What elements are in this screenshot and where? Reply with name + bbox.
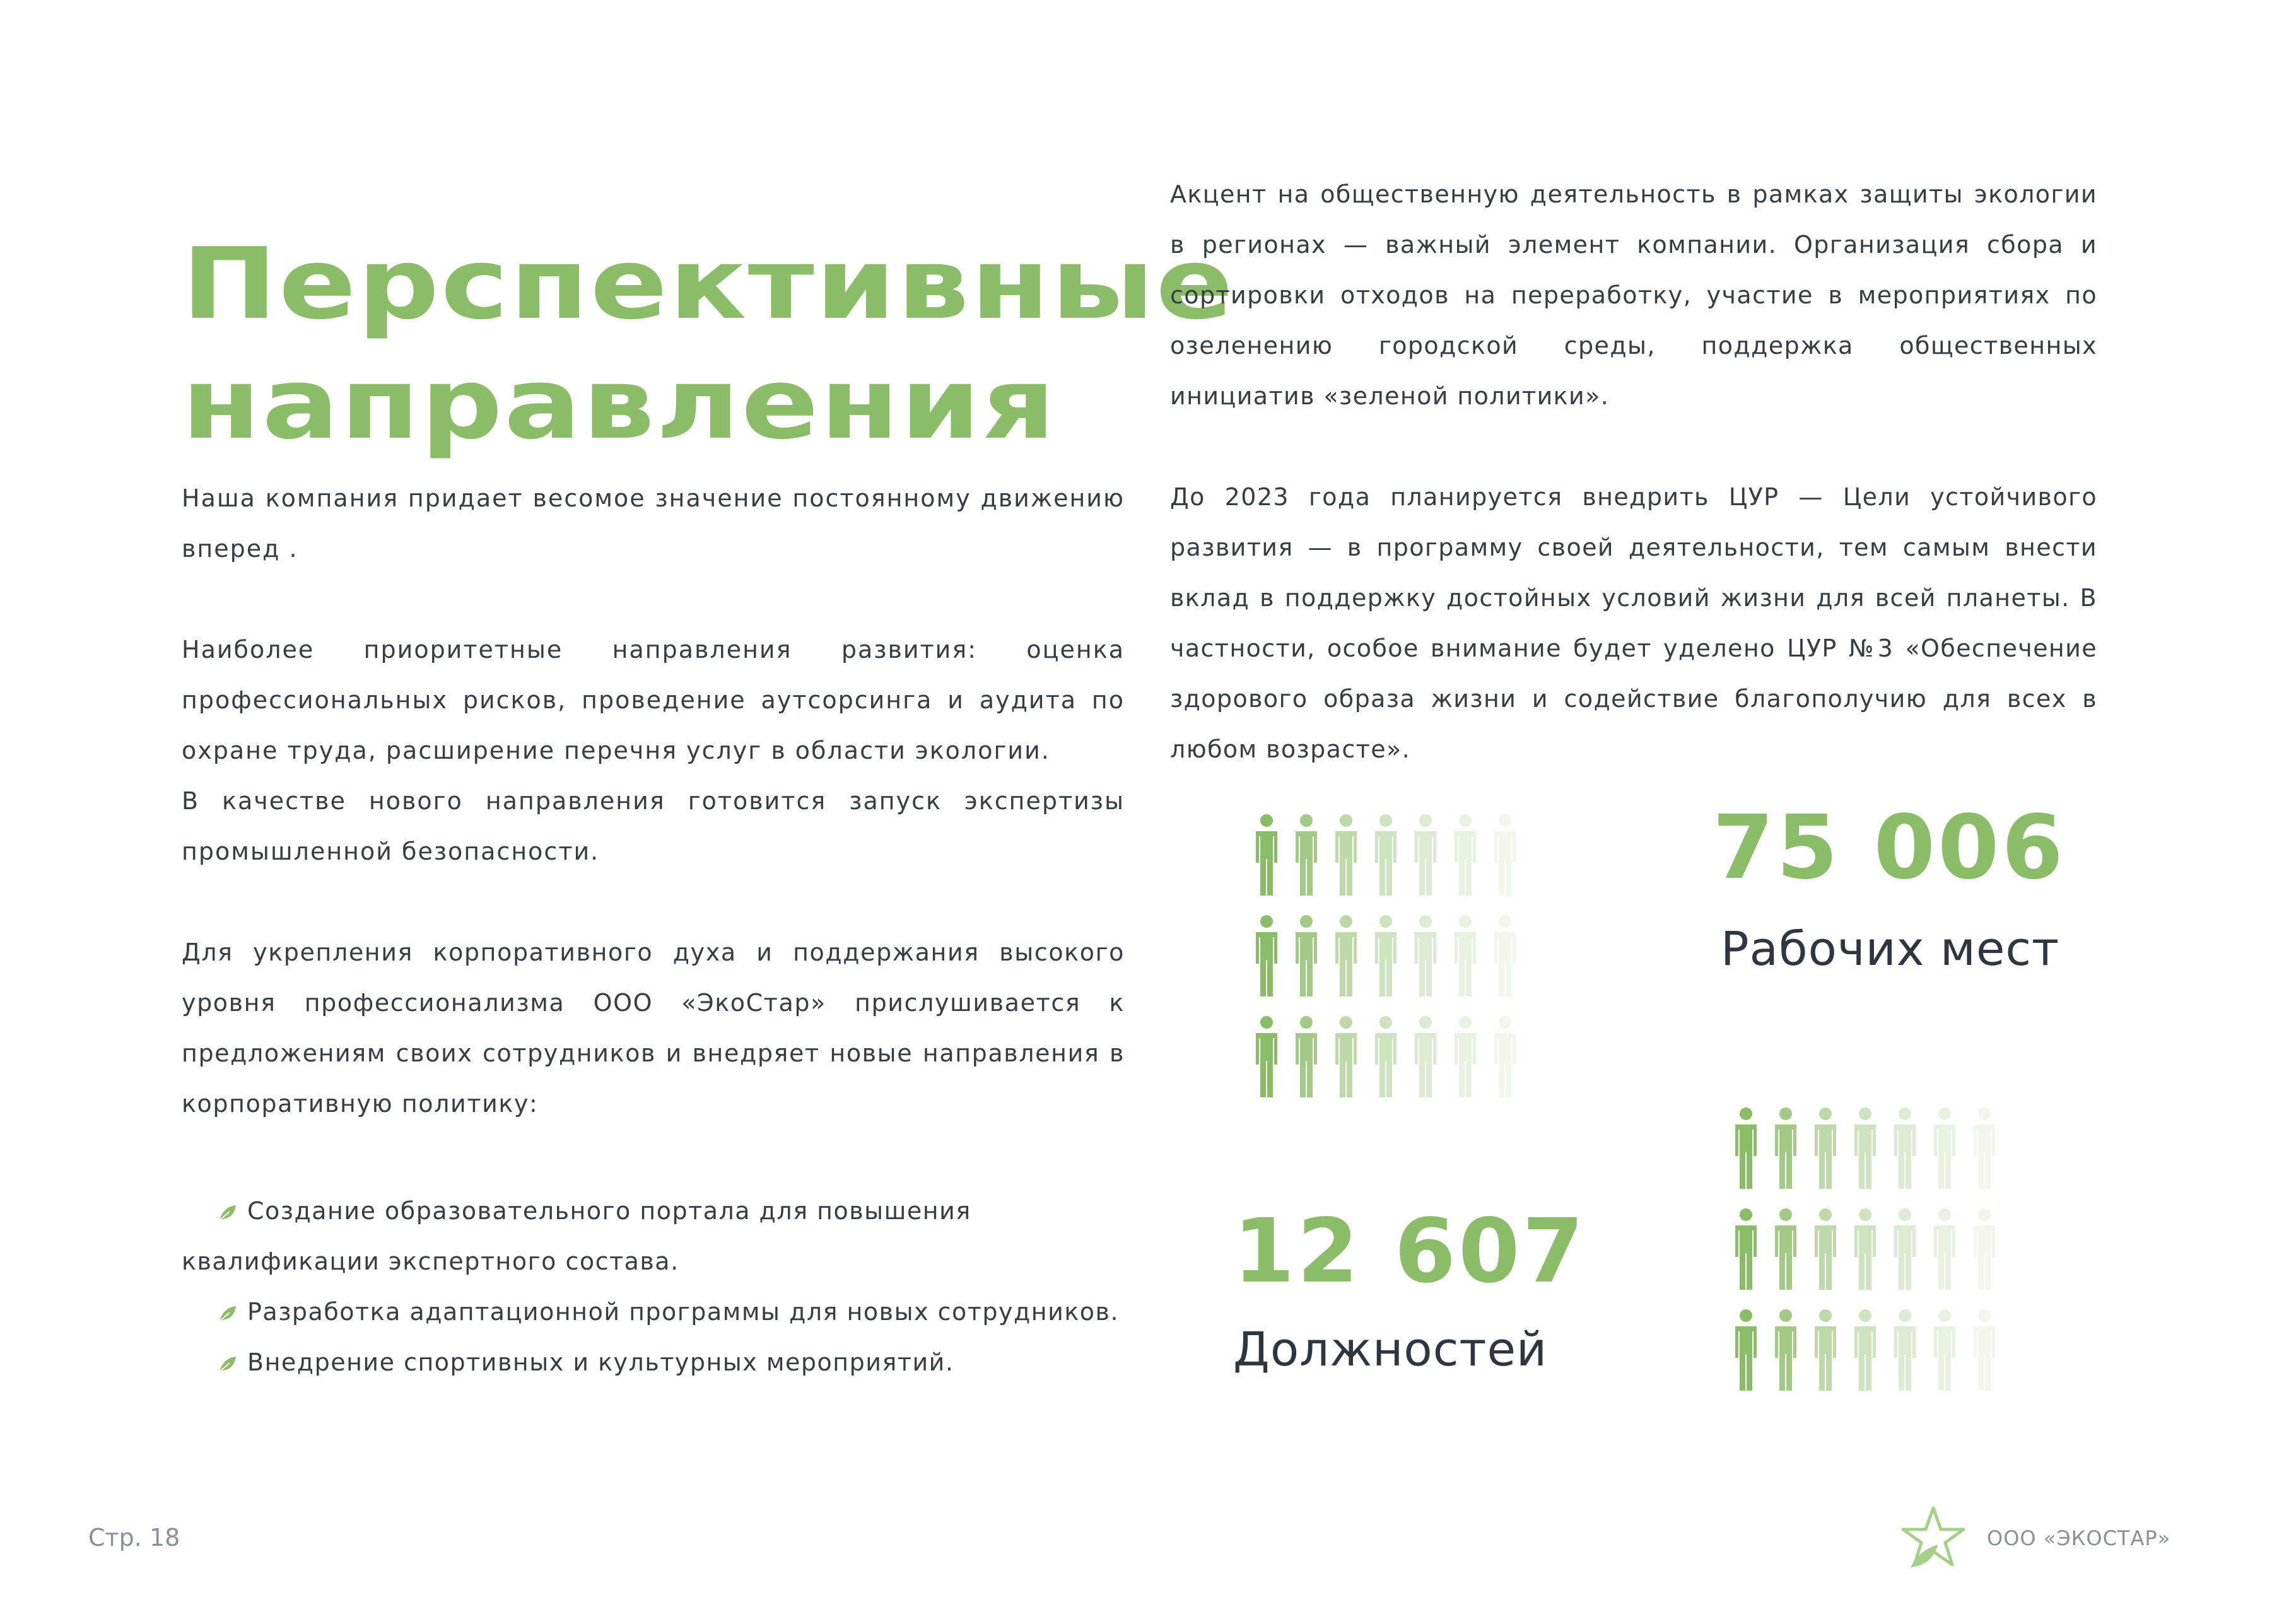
person-icon	[1775, 1107, 1796, 1189]
person-icon	[1415, 1016, 1436, 1097]
person-icon	[1455, 814, 1476, 896]
stat-label-positions: Должностей	[1233, 1323, 1548, 1377]
person-icon	[1335, 1016, 1357, 1097]
person-icon	[1296, 915, 1317, 996]
person-icon	[1775, 1309, 1796, 1391]
person-icon	[1455, 1016, 1476, 1097]
person-icon	[1494, 1016, 1516, 1097]
list-item	[182, 1287, 1128, 1337]
list-item-continuation	[182, 1236, 1128, 1287]
person-icon	[1455, 915, 1476, 996]
person-icon	[1854, 1309, 1876, 1391]
person-icon	[1296, 814, 1317, 896]
leaf-icon	[217, 1201, 238, 1223]
person-icon	[1256, 1016, 1277, 1097]
person-icon	[1934, 1208, 1955, 1290]
bullet-text: Разработка адаптационной программы для новых сотрудников.	[247, 1298, 1120, 1326]
person-icon	[1894, 1107, 1916, 1189]
priorities-paragraph: Наиболее приоритетные направления развития: оценка профессиональных рисков, проведение аутсорсинга и аудита по охране труда, расширение перечня услуг в области экологии.	[182, 636, 1125, 764]
bullet-text: Создание образовательного портала для повышения	[247, 1197, 971, 1225]
person-icon	[1854, 1208, 1876, 1290]
person-icon	[1815, 1309, 1836, 1391]
person-icon	[1735, 1107, 1757, 1189]
person-icon	[1256, 915, 1277, 996]
person-icon	[1974, 1309, 1995, 1391]
person-icon	[1256, 814, 1277, 896]
person-icon	[1735, 1309, 1757, 1391]
person-icon	[1494, 814, 1516, 896]
stat-value-positions: 12 607	[1233, 1200, 1586, 1303]
bullet-text: Внедрение спортивных и культурных мероприятий.	[247, 1348, 954, 1376]
leaf-icon	[217, 1302, 238, 1324]
list-item	[182, 1337, 1128, 1387]
new-direction-paragraph: В качестве нового направления готовится запуск экспертизы промышленной безопасности.	[182, 787, 1125, 865]
person-icon	[1974, 1208, 1995, 1290]
person-icon	[1415, 814, 1436, 896]
person-icon	[1375, 814, 1397, 896]
person-icon	[1415, 915, 1436, 996]
people-grid	[1731, 1107, 2009, 1403]
person-icon	[1375, 915, 1397, 996]
intro-paragraph: Наша компания придает весомое значение постоянному движению вперед .	[182, 484, 1125, 563]
person-icon	[1934, 1107, 1955, 1189]
sdg-paragraph: До 2023 года планируется внедрить ЦУР — Цели устойчивого развития — в программу своей деятельности, тем самым внести вклад в поддержку достойных условий жизни для всей планеты. В частности, особое внимание будет уделено ЦУР №3 «Обеспечение здорового образа жизни и содействие благополучию для всех в любом возрасте».	[1170, 483, 2097, 763]
person-icon	[1934, 1309, 1955, 1391]
person-icon	[1735, 1208, 1757, 1290]
person-icon	[1815, 1107, 1836, 1189]
person-icon	[1775, 1208, 1796, 1290]
corporate-paragraph: Для укрепления корпоративного духа и поддержания высокого уровня профессионализма ООО «ЭкоСтар» прислушивается к предложениям своих сотрудников и внедряет новые направления в корпоративную политику:	[182, 938, 1125, 1118]
person-icon	[1815, 1208, 1836, 1290]
page-number: Стр. 18	[88, 1524, 180, 1551]
person-icon	[1854, 1107, 1876, 1189]
star-leaf-logo	[1899, 1504, 1968, 1574]
page-title-line-1: Перспективные	[182, 226, 1235, 341]
page-title-line-2: направления	[182, 346, 1057, 461]
person-icon	[1974, 1107, 1995, 1189]
person-icon	[1894, 1309, 1916, 1391]
person-icon	[1375, 1016, 1397, 1097]
company-name: ООО «ЭКОСТАР»	[1987, 1526, 2171, 1550]
person-icon	[1494, 915, 1516, 996]
bullet-text: квалификации экспертного состава.	[182, 1247, 679, 1275]
person-icon	[1335, 915, 1357, 996]
person-icon	[1894, 1208, 1916, 1290]
stat-label-jobs: Рабочих мест	[1721, 922, 2060, 976]
person-icon	[1296, 1016, 1317, 1097]
list-item	[182, 1186, 1128, 1236]
ecology-paragraph: Акцент на общественную деятельность в рамках защиты экологии в регионах — важный элемент компании. Организация сбора и сортировки отходов на переработку, участие в мероприятиях по озеленению городской среды, поддержка общественных инициатив «зеленой политики».	[1170, 180, 2097, 410]
page-title	[182, 224, 1234, 464]
people-grid	[1252, 814, 1530, 1110]
stat-value-jobs: 75 006	[1713, 797, 2066, 899]
person-icon	[1335, 814, 1357, 896]
bullet-list	[182, 1186, 1128, 1387]
leaf-icon	[217, 1353, 238, 1374]
